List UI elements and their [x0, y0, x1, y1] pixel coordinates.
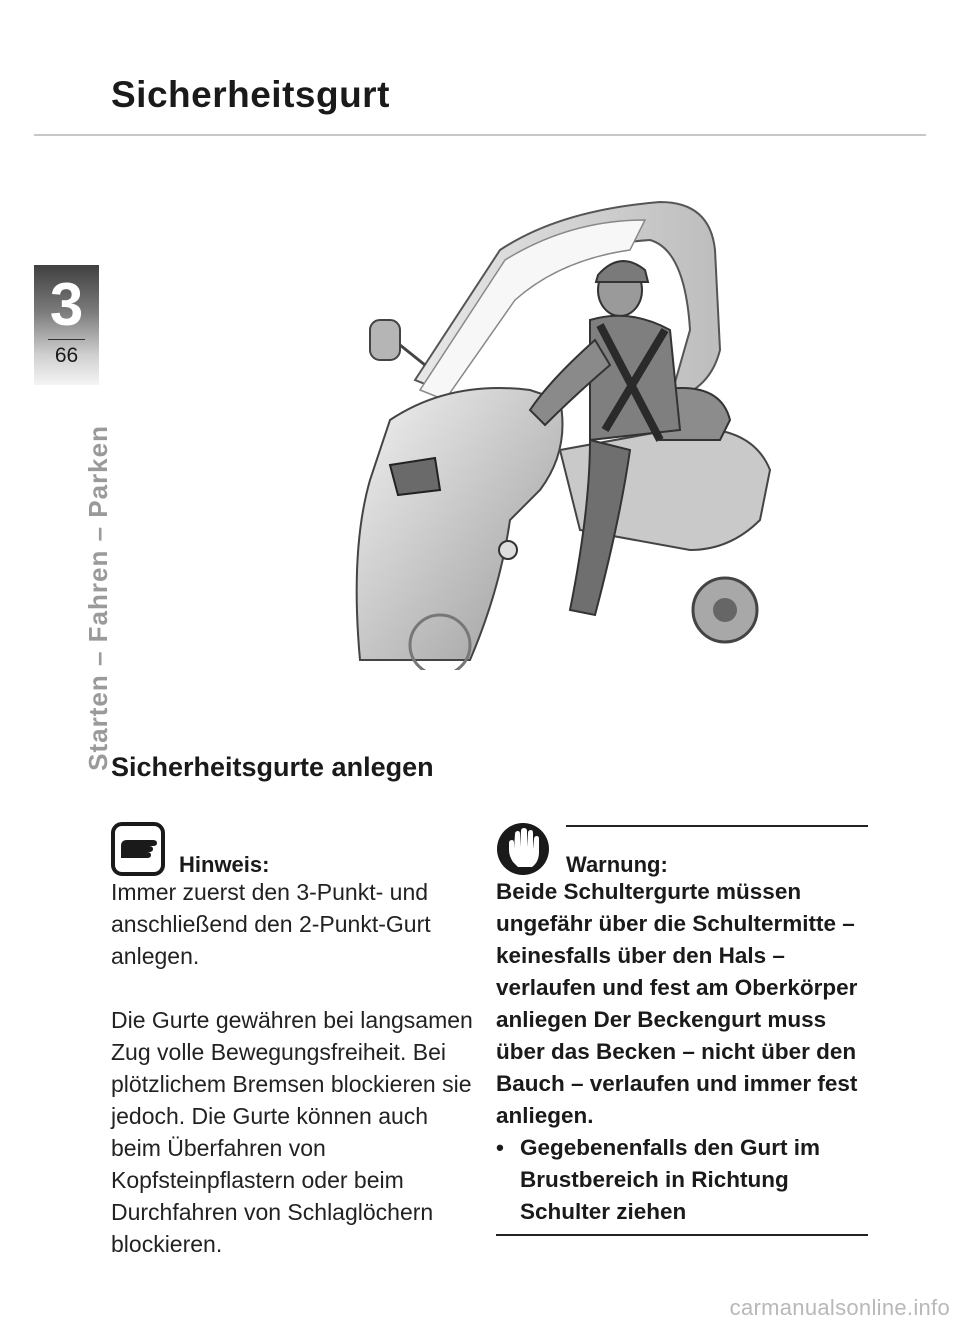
warning-bullet	[496, 1132, 868, 1228]
warning-text: Beide Schultergurte müssen ungefähr über die Schultermitte – keinesfalls über den Hals – verlaufen und fest am Oberkörper anliegen Der Beckengurt muss über das Becken – nicht über den Bauch – verlaufen und immer fest anliegen.	[496, 879, 858, 1128]
scooter-rider-seatbelt-illustration	[330, 190, 790, 670]
chapter-divider	[48, 339, 85, 340]
note-paragraph-2: Die Gurte gewähren bei langsamen Zug volle Bewegungsfreiheit. Bei plötzlichem Bremsen blockieren sie jedoch. Die Gurte können auch beim Überfahren von Kopfsteinpflastern oder beim Durchfahren von Schlaglöchern blockieren.	[111, 1007, 473, 1257]
page-number: 66	[54, 344, 79, 367]
note-paragraph-1: Immer zuerst den 3-Punkt- und anschließend den 2-Punkt-Gurt anlegen.	[111, 879, 431, 969]
page-title: Sicherheitsgurt	[111, 74, 390, 115]
bullet-dot: •	[496, 1135, 504, 1160]
watermark: carmanualsonline.info	[729, 1295, 950, 1320]
raised-hand-warning-icon	[496, 822, 550, 876]
section-heading: Sicherheitsgurte anlegen	[111, 752, 434, 782]
title-divider	[34, 134, 926, 136]
note-box	[111, 818, 481, 1260]
warning-header	[496, 818, 868, 876]
warning-bullet-text: Gegebenenfalls den Gurt im Brustbereich in Richtung Schulter ziehen	[520, 1135, 821, 1224]
warning-top-rule	[566, 825, 868, 827]
chapter-tab	[34, 265, 99, 385]
warning-box	[496, 818, 868, 1236]
warning-title: Warnung:	[566, 852, 668, 877]
warning-bottom-rule	[496, 1234, 868, 1236]
note-header	[111, 818, 481, 876]
pointing-hand-icon	[111, 822, 165, 876]
note-title: Hinweis:	[179, 852, 270, 877]
chapter-number: 3	[49, 271, 84, 338]
chapter-side-label: Starten – Fahren – Parken	[83, 425, 113, 771]
